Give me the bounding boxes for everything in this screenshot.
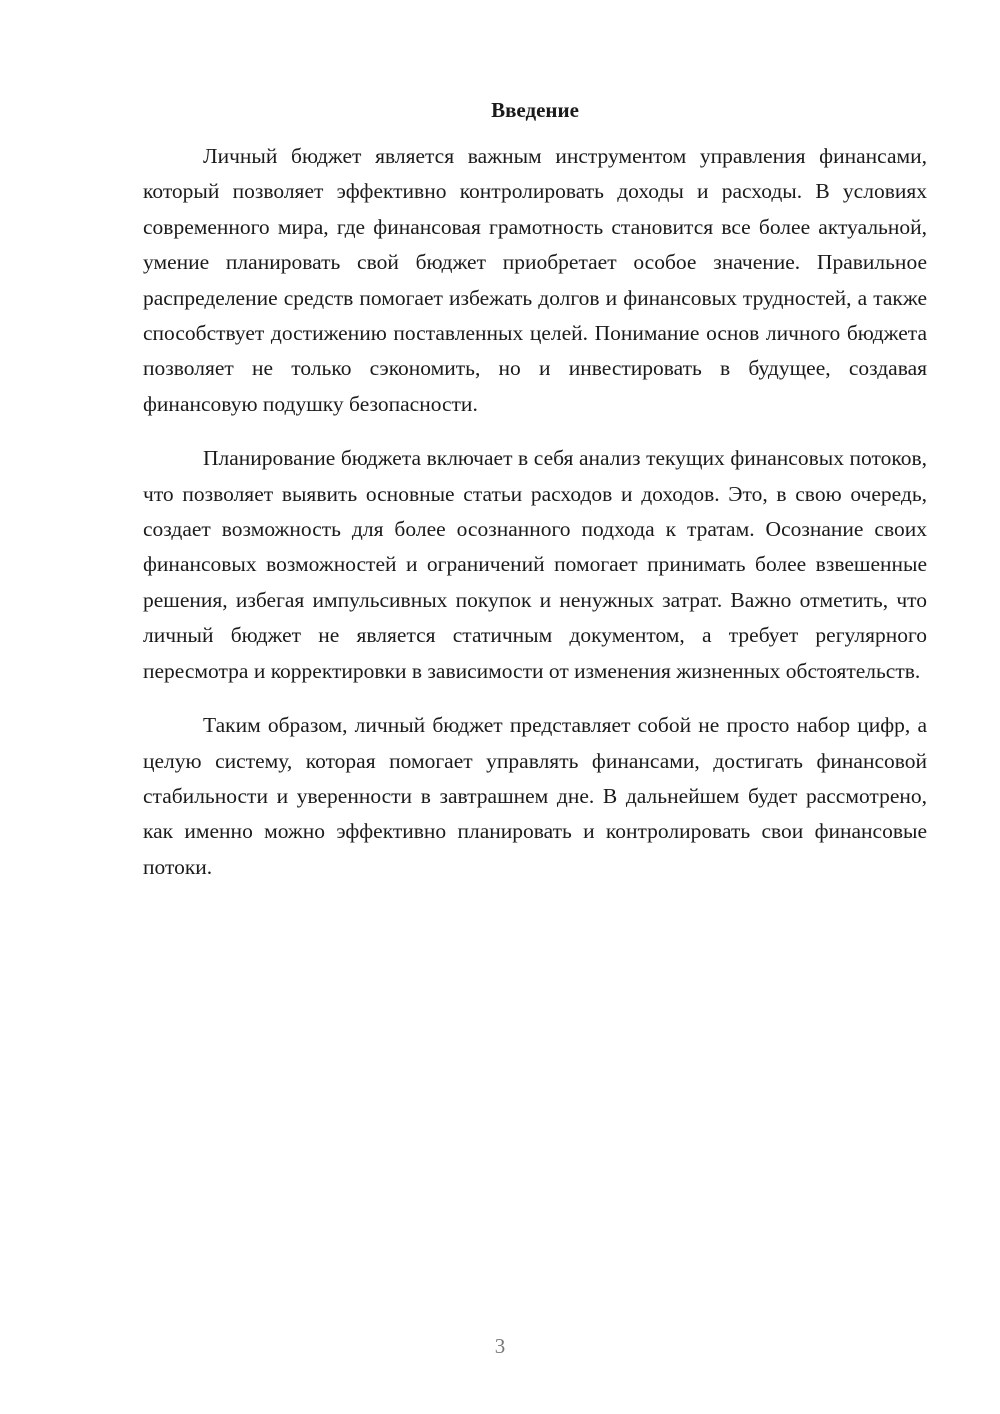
page-content xyxy=(143,94,927,904)
paragraph-3: Таким образом, личный бюджет представляет собой не просто набор цифр, а целую систему, которая помогает управлять финансами, достигать финансовой стабильности и уверенности в завтрашнем дне. В дальнейшем будет рассмотрено, как именно можно эффективно планировать и контролировать свои финансовые потоки. xyxy=(143,713,927,879)
paragraph-2: Планирование бюджета включает в себя анализ текущих финансовых потоков, что позволяет выявить основные статьи расходов и доходов. Это, в свою очередь, создает возможность для более осознанного подхода к тратам. Осознание своих финансовых возможностей и ограничений помогает принимать более взвешенные решения, избегая импульсивных покупок и ненужных затрат. Важно отметить, что личный бюджет не является статичным документом, а требует регулярного пересмотра и корректировки в зависимости от изменения жизненных обстоятельств. xyxy=(143,446,927,683)
page-number: 3 xyxy=(494,1334,506,1358)
paragraph-1: Личный бюджет является важным инструментом управления финансами, который позволяет эффективно контролировать доходы и расходы. В условиях современного мира, где финансовая грамотность становится все более актуальной, умение планировать свой бюджет приобретает особое значение. Правильное распределение средств помогает избежать долгов и финансовых трудностей, а также способствует достижению поставленных целей. Понимание основ личного бюджета позволяет не только сэкономить, но и инвестировать в будущее, создавая финансовую подушку безопасности. xyxy=(143,144,927,416)
section-heading: Введение xyxy=(491,98,579,122)
